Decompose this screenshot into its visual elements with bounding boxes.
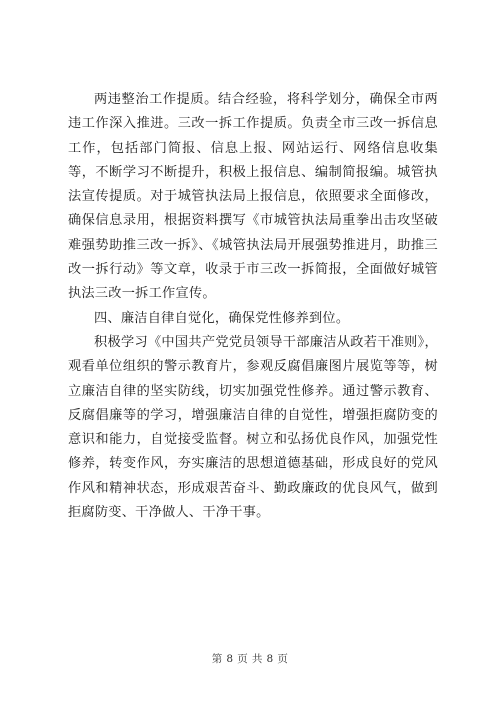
page-number-footer: 第 8 页 共 8 页 <box>211 653 289 665</box>
document-body <box>68 88 438 525</box>
section-heading-integrity: 四、廉洁自律自觉化，确保党性修养到位。 <box>94 310 350 326</box>
paragraph-integrity-study: 积极学习《中国共产党党员领导干部廉洁从政若干准则》，观看单位组织的警示教育片，参观反腐倡廉图片展览等等，树立廉洁自律的坚实防线，切实加强党性修养。通过警示教育、反腐倡廉等的学习，增强廉洁自律的自觉性，增强拒腐防变的意识和能力，自觉接受监督。树立和弘扬优良作风，加强党性修养，转变作风，夯实廉洁的思想道德基础，形成良好的党风作风和精神状态，形成艰苦奋斗、勤政廉政的优良风气，做到拒腐防变、干净做人、干净干事。 <box>68 334 438 521</box>
paragraph-work-quality: 两违整治工作提质。结合经验，将科学划分，确保全市两违工作深入推进。三改一拆工作提质。负责全市三改一拆信息工作，包括部门简报、信息上报、网站运行、网络信息收集等，不断学习不断提升，积极上报信息、编制简报编。城管执法宣传提质。对于城管执法局上报信息，依照要求全面修改，确保信息录用，根据资料撰写《市城管执法局重拳出击攻坚破难强势助推三改一拆》、《城管执法局开展强势推进月，助推三改一拆行动》等文章，收录于市三改一拆简报，全面做好城管执法三改一拆工作宣传。 <box>68 92 438 302</box>
